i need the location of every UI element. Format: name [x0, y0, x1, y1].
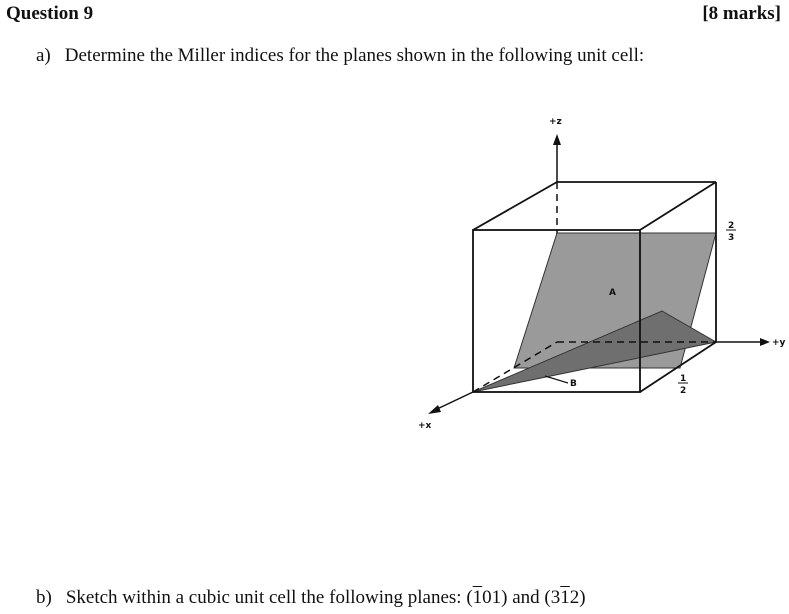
part-a-label: a) [36, 45, 51, 66]
plane2-rest: 2) [569, 587, 586, 608]
plane1-rest: 01) and (3 [482, 587, 561, 608]
z-axis-label: +z [549, 117, 562, 127]
part-b [36, 587, 586, 609]
plane-a-label: A [609, 288, 616, 298]
frac-top-denominator: 3 [728, 233, 735, 243]
question-number: Question 9 [6, 3, 94, 24]
y-axis-label: +y [772, 338, 786, 348]
z-axis-arrowhead [553, 134, 561, 145]
x-axis-arrowhead [428, 405, 441, 414]
plane1-bar-digit: 1 [472, 587, 483, 608]
plane-b-pointer [545, 376, 568, 383]
frac-bot-denominator: 2 [680, 386, 687, 396]
part-b-text: Sketch within a cubic unit cell the following planes: ( [65, 587, 473, 608]
left-top-edge [473, 182, 557, 230]
right-top-edge [640, 182, 716, 230]
plane2-bar-digit: 1 [560, 587, 570, 608]
y-axis-arrowhead [760, 338, 770, 346]
x-axis-line [435, 392, 473, 410]
plane-b-label: B [570, 379, 577, 389]
frac-bot-numerator: 1 [680, 374, 687, 384]
part-b-label: b) [36, 587, 52, 608]
part-a-text: Determine the Miller indices for the planes shown in the following unit cell: [64, 45, 645, 66]
marks-label: [8 marks] [702, 3, 781, 24]
x-axis-label: +x [418, 421, 432, 431]
frac-top-numerator: 2 [728, 221, 735, 231]
